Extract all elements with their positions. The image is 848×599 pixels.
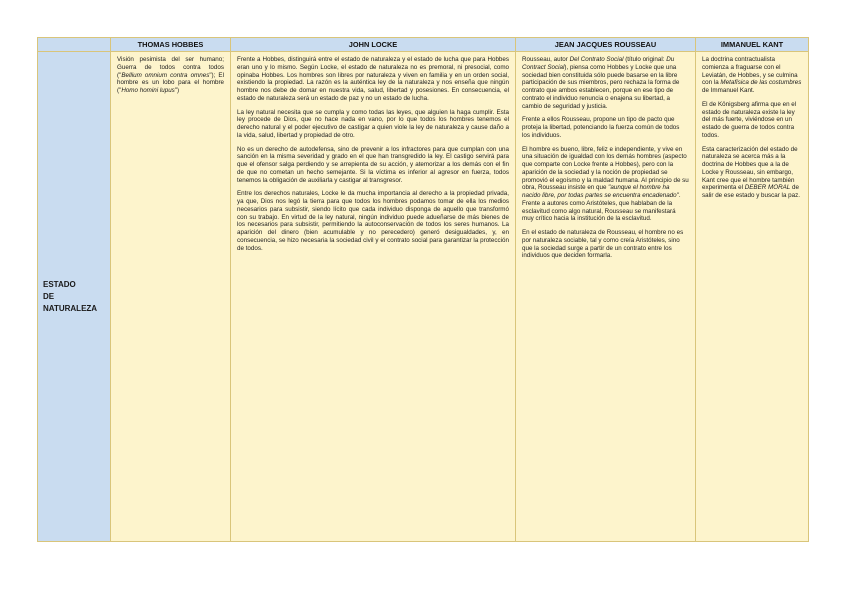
- kant-paragraph-1: La doctrina contractualista comienza a fraguarse con el Leviatán, de Hobbes, y se culmina con la Metafísica de las costumbres de Immanuel Kant.: [702, 56, 802, 94]
- row-label-line-2: DE: [43, 291, 55, 301]
- kant-paragraph-3: Esta caracterización del estado de naturaleza se acerca más a la doctrina de Hobbes que a la de Locke y Rousseau, sin embargo, Kant cree que el hombre también experimenta el DEBER MORAL de salir de ese estado y buscar la paz.: [702, 145, 800, 199]
- header-rousseau: JEAN JACQUES ROUSSEAU: [516, 38, 696, 52]
- row-label-line-3: NATURALEZA: [43, 303, 98, 313]
- hobbes-paragraph: Visión pesimista del ser humano; Guerra de todos contra todos ("Bellium omnium contra omnes"); El hombre es un lobo para el hombre ("Homo homini lupus"): [117, 56, 224, 94]
- row-label-line-1: ESTADO: [43, 279, 76, 289]
- rousseau-paragraph-1: Rousseau, autor Del Contrato Social (título original: Du Contract Social), piensa como Hobbes y Locke que una sociedad bien constituida sólo puede basarse en la libre participación de sus miembros, pero rechaza la forma de contrato que ambos establecen, porque en ese tipo de contrato el individuo renuncia o enajena su libertad, a cambio de seguridad y justicia.: [522, 56, 680, 110]
- row-estado-de-naturaleza: [38, 52, 809, 542]
- rousseau-paragraph-3: El hombre es bueno, libre, feliz e independiente, y vive en una situación de igualdad con los demás hombres (aspecto que comparte con Locke frente a Hobbes), pero con la aparición de la sociedad y la noción de propiedad se promovió el egoísmo y la maldad humana. Al principio de su obra, Rousseau insiste en que "aunque el hombre ha nacido libre, por todas partes se encuentra encadenado". Frente a autores como Aristóteles, que hablaban de la esclavitud como algo natural, Rousseau se manifestará muy crítico hacia la institución de la esclavitud.: [522, 145, 689, 223]
- locke-paragraph-3: No es un derecho de autodefensa, sino de prevenir a los infractores para que cumplan con una sanción en la misma severidad y grado en el que han transgredido la ley. El castigo servirá para que el ofensor salga perdiendo y se arrepienta de su acción, y atemorizar a los demás con el fin de que no cometan un hecho semejante. Si la víctima es inferior al agresor en fuerza, todos tenemos la obligación de auxiliarla y castigar al transgresor.: [237, 145, 509, 184]
- comparison-table: [37, 37, 809, 542]
- locke-paragraph-1: Frente a Hobbes, distinguirá entre el estado de naturaleza y el estado de lucha que para Hobbes eran uno y lo mismo. Según Locke, el estado de naturaleza no es premoral, ni presocial, como opinaba Hobbes. Los hombres son libres por naturaleza y viven en familia y en un orden social, existiendo la propiedad. La razón es la auténtica ley de la naturaleza y nos enseña que ningún hombre nos debe de domar en nuestra vida, salud, libertad y posesiones. En consecuencia, el estado de naturaleza será un estado de paz y no un estado de lucha.: [237, 56, 509, 102]
- header-row: [38, 38, 809, 52]
- rousseau-paragraph-2: Frente a ellos Rousseau, propone un tipo de pacto que proteja la libertad, potenciando la fuerza común de todos los individuos.: [522, 116, 680, 139]
- cell-kant: [696, 52, 809, 542]
- locke-paragraph-2: La ley natural necesita que se cumpla y como todas las leyes, que alguien la haga cumplir. Esta ley procede de Dios, que no hace nada en vano, por lo que todos los hombres tenemos el derecho natural y el poder ejecutivo de castigar a quien viole la ley de naturaleza y cause daño a la vida, salud, libertad y propiedad de otro.: [237, 108, 509, 139]
- header-hobbes: THOMAS HOBBES: [111, 38, 231, 52]
- cell-hobbes: [111, 52, 231, 542]
- kant-paragraph-2: El de Königsberg afirma que en el estado de naturaleza existe la ley del más fuerte, viviéndose en un estado de guerra de todos contra todos.: [702, 100, 797, 139]
- cell-rousseau: [516, 52, 696, 542]
- locke-paragraph-4: Entre los derechos naturales, Locke le da mucha importancia al derecho a la propiedad privada, ya que, Dios nos legó la tierra para que todos los hombres podamos tomar de ella los medios necesarios para subsistir, siendo lícito que cada individuo disponga de aquello que transformó con su trabajo. En virtud de la ley natural, ningún individuo puede adueñarse de más bienes de los necesarios para subsistir, permitiendo la autoconservación de todos los seres humanos. La aparición del dinero (bien acumulable y no perecedero) generó desigualdades, y, en consecuencia, se hizo necesaria la sociedad civil y el contrato social para garantizar la protección de todos.: [237, 190, 509, 252]
- header-locke: JOHN LOCKE: [231, 38, 516, 52]
- rousseau-paragraph-4: En el estado de naturaleza de Rousseau, el hombre no es por naturaleza sociable, tal y como creía Aristóteles, sino que la sociedad surge a partir de un contrato entre los individuos que deciden formarla.: [522, 229, 684, 260]
- row-label: [38, 52, 111, 542]
- header-corner: [38, 38, 111, 52]
- cell-locke: [231, 52, 516, 542]
- header-kant: IMMANUEL KANT: [696, 38, 809, 52]
